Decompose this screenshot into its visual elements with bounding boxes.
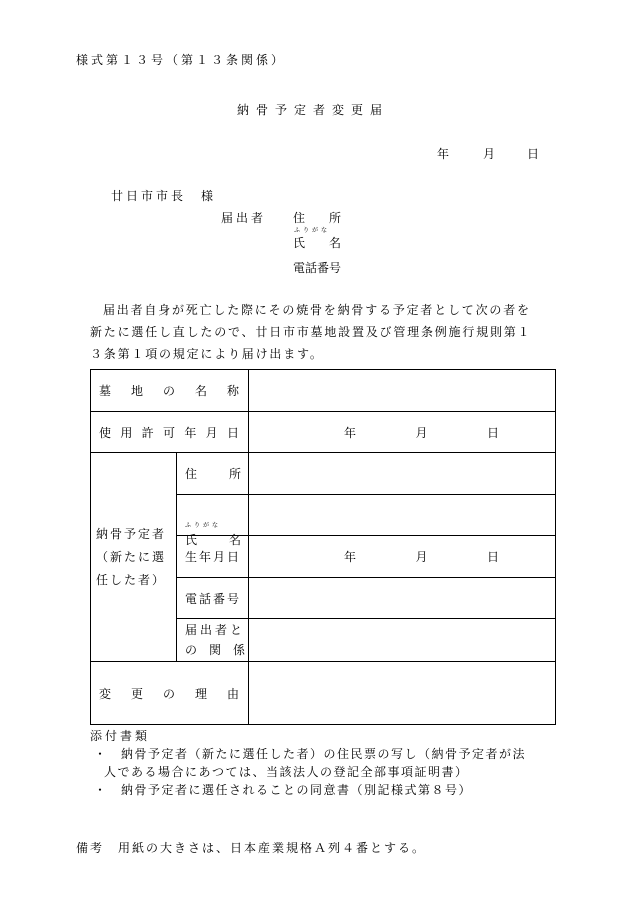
date-day: 日	[527, 147, 540, 161]
applicant-address-label: 住 所	[293, 211, 342, 225]
birth-month: 月	[415, 550, 428, 564]
permit-date-field[interactable]	[249, 412, 556, 453]
relation-field[interactable]	[249, 619, 556, 662]
cemetery-name-label	[91, 370, 249, 412]
row-change-reason	[91, 662, 556, 725]
intro-line-3: ３条第１項の規定により届け出ます。	[90, 347, 324, 361]
date-month: 月	[483, 147, 496, 161]
name-furigana: ふりがな	[185, 522, 222, 529]
relation-label	[177, 619, 249, 662]
permit-date-char: 月	[205, 425, 218, 440]
attachments-heading: 添付書類	[90, 729, 151, 743]
applicant-furigana: ふりがな	[294, 227, 331, 234]
person-group-label	[91, 453, 177, 662]
attachment-item-1-line-1: ・ 納骨予定者（新たに選任した者）の住民票の写し（納骨予定者が法	[94, 747, 527, 761]
permit-date-char: 許	[141, 425, 154, 440]
relation-line-2: の 関 係	[185, 643, 246, 657]
row-cemetery-name	[91, 370, 556, 412]
change-reason-char: 更	[130, 686, 143, 701]
address-char: 住	[185, 467, 198, 481]
phone-field[interactable]	[249, 578, 556, 619]
permit-date-char: 使	[99, 425, 112, 440]
address-char: 所	[228, 467, 241, 481]
change-reason-char: の	[162, 686, 175, 701]
address-label	[177, 453, 249, 495]
cemetery-name-char: の	[162, 384, 175, 398]
relation-line-1: 届出者と	[185, 623, 246, 637]
person-group-line-3: 任した者）	[96, 572, 167, 587]
application-table	[90, 369, 556, 725]
cemetery-name-field[interactable]	[249, 370, 556, 412]
applicant-name-label: 氏 名	[293, 236, 342, 250]
birth-date-field[interactable]	[249, 536, 556, 578]
intro-line-2: 新たに選任し直したので、廿日市市墓地設置及び管理条例施行規則第１	[90, 325, 532, 339]
permit-year: 年	[344, 425, 357, 440]
permit-month: 月	[415, 425, 428, 440]
applicant-phone-label: 電話番号	[293, 261, 342, 275]
change-reason-label	[91, 662, 249, 725]
intro-line-1: 届出者自身が死亡した際にその焼骨を納骨する予定者として次の者を	[103, 303, 531, 317]
birth-day: 日	[486, 550, 499, 564]
attachment-item-2: ・ 納骨予定者に選任されることの同意書（別記様式第８号）	[94, 783, 473, 797]
cemetery-name-char: 墓	[99, 384, 112, 398]
row-permit-date	[91, 412, 556, 453]
birth-date-label: 生年月日	[177, 536, 249, 578]
remarks: 備考 用紙の大きさは、日本産業規格Ａ列４番とする。	[76, 841, 427, 855]
address-field[interactable]	[249, 453, 556, 495]
permit-date-char: 日	[226, 425, 239, 440]
birth-year: 年	[344, 550, 357, 564]
phone-label: 電話番号	[177, 578, 249, 619]
cemetery-name-char: 地	[130, 384, 143, 398]
change-reason-char: 変	[99, 686, 112, 701]
permit-date-char: 用	[120, 425, 133, 440]
row-address	[91, 453, 556, 495]
applicant-label: 届出者	[221, 211, 267, 225]
name-char: 名	[228, 533, 241, 547]
name-char: 氏	[185, 533, 198, 547]
change-reason-char: 理	[194, 686, 207, 701]
permit-date-char: 年	[184, 425, 197, 440]
person-group-line-1: 納骨予定者	[96, 526, 167, 541]
change-reason-char: 由	[226, 686, 239, 701]
permit-date-char: 可	[162, 425, 175, 440]
name-field[interactable]	[249, 495, 556, 536]
addressee: 廿日市市長 様	[111, 189, 217, 203]
cemetery-name-char: 名	[194, 384, 207, 398]
permit-day: 日	[486, 425, 499, 440]
page-title: 納骨予定者変更届	[237, 103, 390, 117]
person-group-line-2: （新たに選	[96, 549, 167, 564]
change-reason-field[interactable]	[249, 662, 556, 725]
name-label	[177, 495, 249, 547]
attachment-item-1-line-2: 人である場合にあつては、当該法人の登記全部事項証明書）	[104, 765, 469, 779]
form-number: 様式第１３号（第１３条関係）	[76, 53, 287, 67]
permit-date-label	[91, 412, 249, 453]
date-year: 年	[437, 147, 450, 161]
cemetery-name-char: 称	[226, 384, 239, 398]
